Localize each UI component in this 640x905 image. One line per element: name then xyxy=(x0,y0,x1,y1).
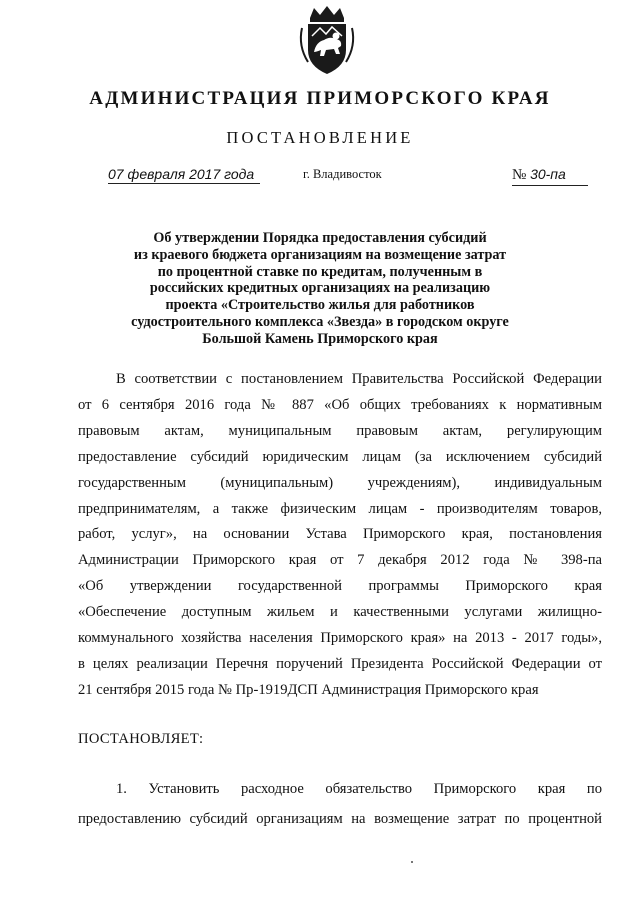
body-line: государственным (муниципальным) учреждениям), индивидуальным xyxy=(78,474,602,491)
item-line: 1. Установить расходное обязательство Приморского края по xyxy=(116,781,602,797)
number-value: 30-па xyxy=(530,166,566,182)
item-line: предоставлению субсидий организациям на возмещение затрат по процентной xyxy=(78,811,602,827)
number-prefix: № xyxy=(512,167,527,183)
resolution-item-1 xyxy=(78,774,602,834)
title-line: судостроительного комплекса «Звезда» в городском округе xyxy=(131,313,509,330)
body-line: «Обеспечение доступным жильем и качественными услугами жилищно- xyxy=(78,604,602,621)
title-line: по процентной ставке по кредитам, полученным в xyxy=(157,263,483,280)
body-line: предоставление субсидий юридическим лицам (за исключением субсидий xyxy=(78,448,602,465)
title-line: из краевого бюджета организациям на возмещение затрат xyxy=(133,246,507,263)
title-line: российских кредитных организациях на реализацию xyxy=(149,280,491,297)
document-place: г. Владивосток xyxy=(303,167,382,181)
preamble-paragraph xyxy=(78,367,602,704)
body-line: правовым актам, муниципальным правовым актам, регулирующим xyxy=(78,422,602,439)
document-type: ПОСТАНОВЛЕНИЕ xyxy=(226,128,414,147)
title-line: Большой Камень Приморского края xyxy=(202,330,438,347)
title-line: проекта «Строительство жилья для работников xyxy=(165,297,475,314)
organization-name: АДМИНИСТРАЦИЯ ПРИМОРСКОГО КРАЯ xyxy=(89,88,551,109)
document-title xyxy=(120,230,520,348)
scan-dot xyxy=(411,861,413,863)
resolve-heading: ПОСТАНОВЛЯЕТ: xyxy=(78,731,204,747)
document-date: 07 февраля 2017 года xyxy=(108,166,260,184)
body-line: коммунального хозяйства населения Приморского края» на 2013 - 2017 годы», xyxy=(78,630,602,647)
body-line: работ, услуг», на основании Устава Приморского края, постановления xyxy=(78,526,602,543)
body-line: в целях реализации Перечня поручений Президента Российской Федерации от xyxy=(78,655,602,672)
document-number xyxy=(512,166,588,186)
body-line: 21 сентября 2015 года № Пр-1919ДСП Администрация Приморского края xyxy=(78,681,539,698)
body-line: от 6 сентября 2016 года № 887 «Об общих требованиях к нормативным xyxy=(78,396,602,413)
body-line: В соответствии с постановлением Правительства Российской Федерации xyxy=(116,371,602,387)
body-line: «Об утверждении государственной программы Приморского края xyxy=(78,578,602,595)
primorsky-coat-of-arms-icon xyxy=(296,6,358,76)
document-meta xyxy=(0,166,640,188)
body-line: предпринимателям, а также физическим лицам - производителям товаров, xyxy=(78,500,602,517)
body-line: Администрации Приморского края от 7 декабря 2012 года № 398-па xyxy=(78,552,602,569)
title-line: Об утверждении Порядка предоставления субсидий xyxy=(153,230,487,246)
